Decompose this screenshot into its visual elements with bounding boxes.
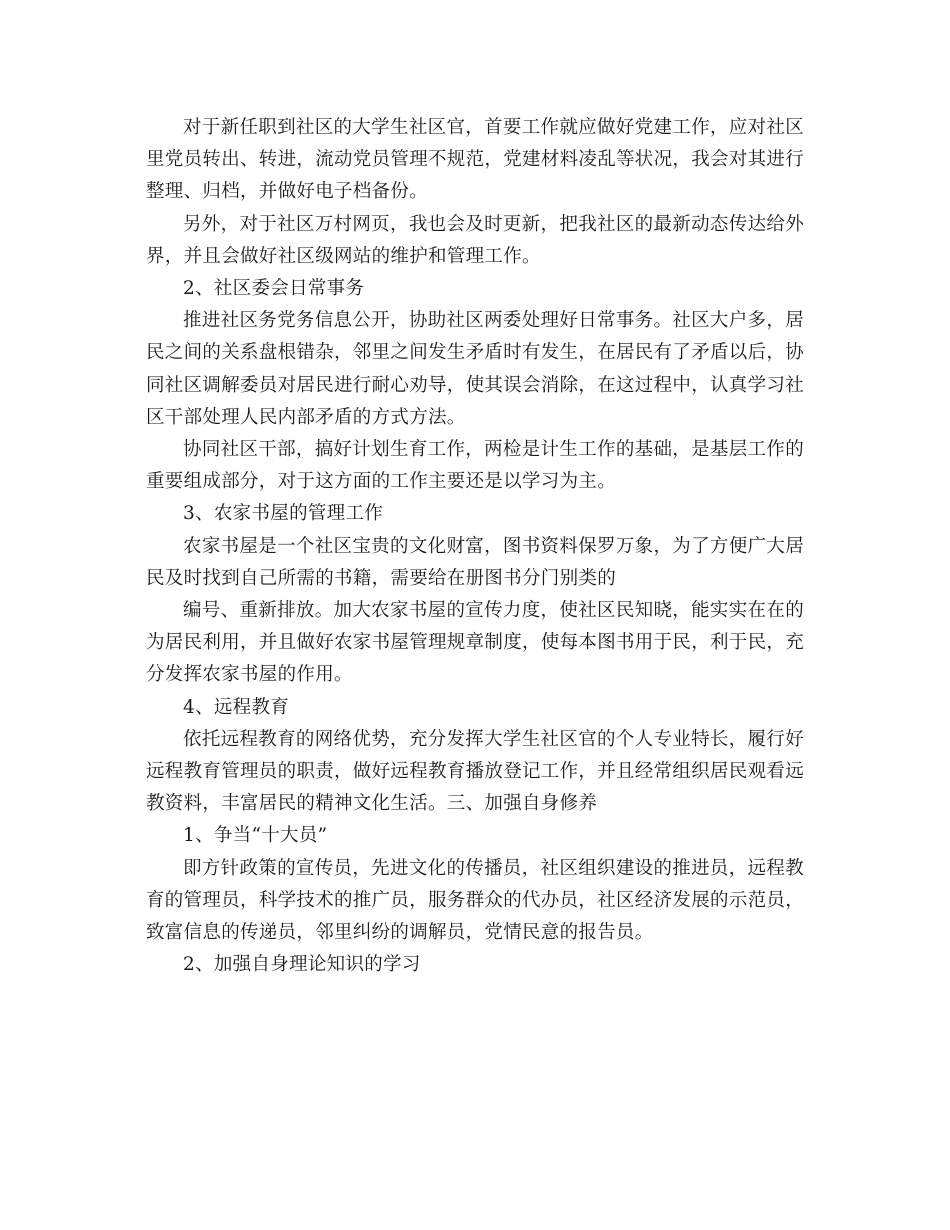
paragraph-dispute-mediation: 推进社区务党务信息公开，协助社区两委处理好日常事务。社区大户多，居民之间的关系盘根错杂，邻里之间发生矛盾时有发生，在居民有了矛盾以后，协同社区调解委员对居民进行耐心劝导，使其误会消除，在这过程中，认真学习社区干部处理人民内部矛盾的方式方法。 xyxy=(146,310,805,428)
paragraph-library-intro: 农家书屋是一个社区宝贵的文化财富，图书资料保罗万象，为了方便广大居民及时找到自己所需的书籍，需要给在册图书分门别类的 xyxy=(146,535,804,589)
heading-daily-affairs: 2、社区委会日常事务 xyxy=(183,278,365,300)
document-body xyxy=(146,112,804,981)
paragraph-ten-roles: 即方针政策的宣传员，先进文化的传播员，社区组织建设的推进员，远程教育的管理员，科学技术的推广员，服务群众的代办员，社区经济发展的示范员，致富信息的传递员，邻里纠纷的调解员，党情民意的报告员。 xyxy=(146,857,805,944)
paragraph-party-building: 对于新任职到社区的大学生社区官，首要工作就应做好党建工作，应对社区里党员转出、转进，流动党员管理不规范，党建材料凌乱等状况，我会对其进行整理、归档，并做好电子档备份。 xyxy=(146,117,805,203)
paragraph-website-update: 另外，对于社区万村网页，我也会及时更新，把我社区的最新动态传达给外界，并且会做好社区级网站的维护和管理工作。 xyxy=(146,213,804,267)
heading-library-management: 3、农家书屋的管理工作 xyxy=(183,503,384,525)
heading-ten-roles: 1、争当“十大员” xyxy=(183,825,328,847)
paragraph-remote-education: 依托远程教育的网络优势，充分发挥大学生社区官的个人专业特长，履行好远程教育管理员的职责，做好远程教育播放登记工作，并且经常组织居民观看远教资料，丰富居民的精神文化生活。三、加强自身修养 xyxy=(146,728,805,815)
heading-theory-study: 2、加强自身理论知识的学习 xyxy=(183,954,421,976)
heading-remote-education: 4、远程教育 xyxy=(183,696,290,718)
paragraph-library-cataloging: 编号、重新排放。加大农家书屋的宣传力度，使社区民知晓，能实实在在的为居民利用，并且做好农家书屋管理规章制度，使每本图书用于民，利于民，充分发挥农家书屋的作用。 xyxy=(146,600,805,686)
paragraph-family-planning: 协同社区干部，搞好计划生育工作，两检是计生工作的基础，是基层工作的重要组成部分，对于这方面的工作主要还是以学习为主。 xyxy=(146,439,804,493)
